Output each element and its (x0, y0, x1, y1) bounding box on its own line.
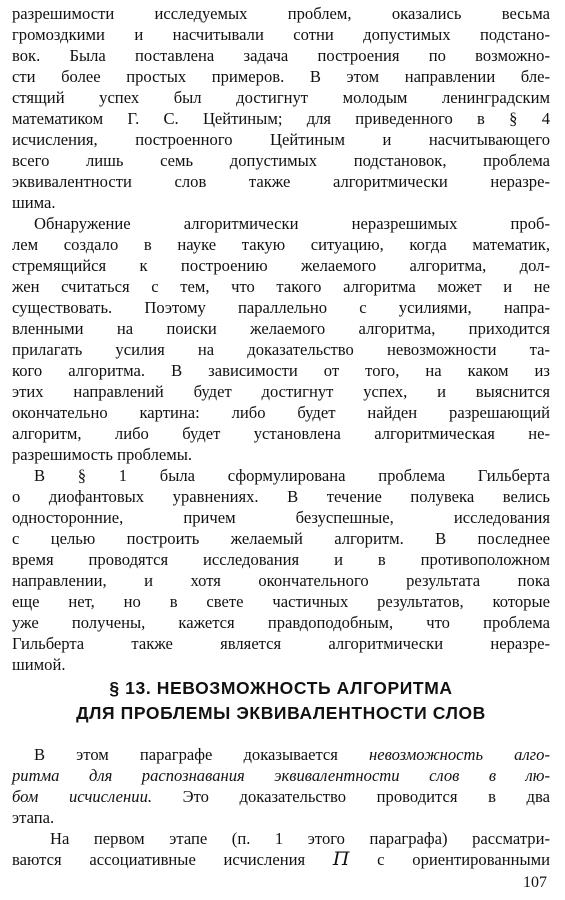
text-line: с целью построить желаемый алгоритм. В последнее (12, 529, 550, 548)
text-line (12, 786, 550, 807)
paragraph-1 (12, 3, 550, 213)
text-line: На первом этапе (п. 1 этого параграфа) рассматри- (50, 829, 550, 848)
text-line: лем создало в науке такую ситуацию, когда математик, (12, 235, 550, 254)
text-line: жен считаться с тем, что такого алгоритма может и не (12, 277, 550, 296)
paragraph-3 (12, 465, 550, 675)
text-line: В § 1 была сформулирована проблема Гильберта (34, 466, 550, 485)
plain-text: Это доказательство проводится в два (152, 787, 550, 806)
text-line: кого алгоритма. В зависимости от того, на каком из (12, 361, 550, 380)
text-line: разрешимости исследуемых проблем, оказались весьма (12, 4, 550, 23)
text-line: о диофантовых уравнениях. В течение полувека велись (12, 487, 550, 506)
text-line: шимой. (12, 655, 66, 674)
text-line: исчисления, построенного Цейтиным и насчитывающего (12, 130, 550, 149)
page-number: 107 (523, 874, 547, 891)
italic-text: бом исчислении. (12, 787, 153, 806)
section-heading-line-1: § 13. НЕВОЗМОЖНОСТЬ АЛГОРИТМА (109, 678, 453, 698)
text-line: существовать. Поэтому параллельно с усилиями, напра- (12, 298, 550, 317)
text-line: окончательно картина: либо будет найден разрешающий (12, 403, 550, 422)
plain-text: с ориентированными (349, 850, 550, 869)
text-line (12, 765, 550, 786)
text-line: этапа. (12, 808, 55, 827)
text-line: Обнаружение алгоритмически неразрешимых проб- (34, 214, 550, 233)
text-line: громоздкими и насчитывали сотни допустимых подстано- (12, 25, 550, 44)
text-line: всего лишь семь допустимых подстановок, проблема (12, 151, 550, 170)
text-line: шима. (12, 193, 56, 212)
paragraph-4 (12, 744, 550, 828)
text-line: направлении, и хотя окончательного результата пока (12, 571, 550, 590)
text-line: разрешимость проблемы. (12, 445, 193, 464)
text-line: вок. Была поставлена задача построения по возможно- (12, 46, 550, 65)
italic-text: ритма для распознавания эквивалентности слов в лю- (12, 766, 550, 785)
paragraph-2 (12, 213, 550, 465)
text-line: этих направлений будет достигнут успех, и выяснится (12, 382, 550, 401)
text-line: еще нет, но в свете частичных результатов, которые (12, 592, 550, 611)
text-line: эквивалентности слов также алгоритмически неразре- (12, 172, 550, 191)
text-line (12, 744, 550, 765)
paragraph-5 (12, 828, 550, 870)
text-line: время проводятся исследования и в противоположном (12, 550, 550, 569)
text-line (12, 849, 550, 870)
text-line: сти более простых примеров. В этом направлении бле- (12, 67, 550, 86)
text-line: уже получены, кажется правдоподобным, что проблема (12, 613, 550, 632)
plain-text: ваются ассоциативные исчисления (12, 850, 333, 869)
text-line: вленными на поиски желаемого алгоритма, приходится (12, 319, 550, 338)
plain-text: В этом параграфе доказывается (34, 745, 369, 764)
section-heading-line-2: ДЛЯ ПРОБЛЕМЫ ЭКВИВАЛЕНТНОСТИ СЛОВ (76, 703, 486, 723)
text-line: прилагать усилия на доказательство невозможности та- (12, 340, 550, 359)
text-line: односторонние, причем безуспешные, исследования (12, 508, 550, 527)
section-body (12, 744, 550, 870)
italic-text: невозможность алго- (369, 745, 550, 764)
text-line: стящий успех был достигнут молодым ленинградским (12, 88, 550, 107)
text-line: Гильберта также является алгоритмически неразре- (12, 634, 550, 653)
main-text-block (12, 3, 550, 675)
text-line: алгоритм, либо будет установлена алгоритмическая не- (12, 424, 550, 443)
calculus-symbol: П (332, 848, 350, 870)
text-line: стремящийся к построению желаемого алгоритма, дол- (12, 256, 550, 275)
text-line: математиком Г. С. Цейтиным; для приведенного в § 4 (12, 109, 550, 128)
